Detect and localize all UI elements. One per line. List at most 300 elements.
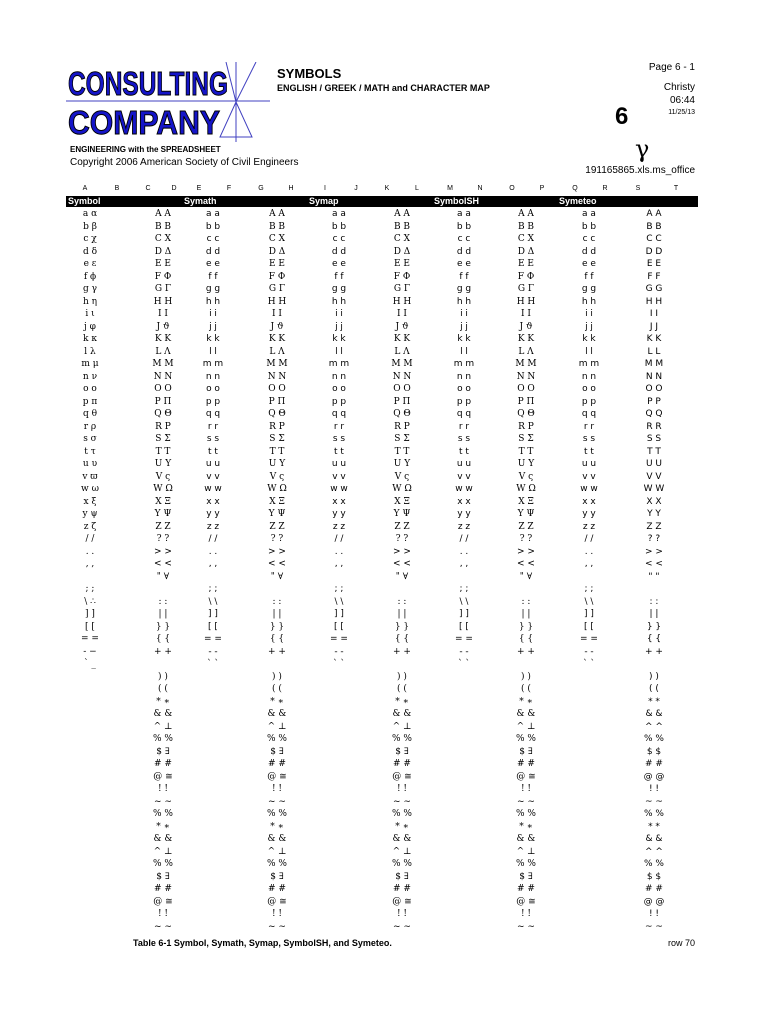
table-cell: = = [81, 634, 99, 644]
section-symath: Symath [184, 196, 217, 206]
table-cell: f f [459, 271, 469, 282]
section-symbol: Symbol [68, 196, 101, 206]
table-cell: : : [649, 596, 659, 607]
table-cell: s σ [83, 434, 97, 444]
table-cell: | | [649, 609, 659, 619]
table-cell: W W [643, 484, 665, 494]
table-cell: p π [82, 396, 98, 407]
table-cell: t t [208, 446, 218, 457]
table-cell: h h [205, 296, 221, 307]
chapter-number: 6 [615, 103, 629, 130]
table-cell: . . [208, 546, 218, 557]
table-cell: k k [582, 334, 596, 344]
table-cell: , , [334, 559, 344, 569]
table-cell: e e [332, 259, 346, 269]
table-cell: ] ] [208, 609, 218, 619]
table-cell: L Λ [518, 346, 534, 357]
table-cell: J ϑ [395, 321, 409, 332]
table-cell: ; ; [459, 584, 469, 594]
table-cell: Y Y [647, 509, 661, 519]
table-cell: @ ≅ [516, 896, 536, 907]
table-cell: W Ω [392, 484, 412, 494]
table-cell: n n [581, 371, 597, 382]
table-cell: M Μ [515, 359, 537, 369]
table-cell: W Ω [267, 484, 287, 494]
table-cell: & & [267, 709, 287, 719]
table-cell: B B [154, 221, 172, 232]
table-cell: $ ∃ [519, 746, 533, 757]
table-cell: q q [205, 409, 221, 419]
column-letter: F [226, 185, 232, 192]
column-letter: D [171, 185, 177, 192]
table-cell: = = [580, 634, 598, 644]
table-cell: < < [154, 559, 172, 569]
table-cell: w w [204, 484, 222, 494]
section-symeteo: Symeteo [559, 196, 597, 206]
filename: 191165865.xls.ms_office [585, 165, 695, 176]
table-cell: [ [ [334, 621, 344, 632]
table-cell: i i [585, 309, 593, 319]
table-cell: ) ) [158, 671, 168, 682]
table-cell: Y Ψ [517, 509, 535, 519]
table-cell: U Υ [154, 459, 172, 469]
table-cell: d δ [82, 246, 98, 257]
table-cell: @ ≅ [267, 896, 287, 907]
table-cell: @ ≅ [392, 896, 412, 907]
table-cell: - - [459, 646, 469, 657]
table-cell: x x [332, 496, 346, 507]
table-cell: ~ ∼ [154, 796, 172, 807]
table-cell: L Λ [155, 346, 171, 357]
logo-line2: COMPANY [68, 104, 220, 141]
table-cell: T T [647, 446, 661, 457]
table-cell: * ∗ [519, 821, 533, 832]
table-cell: T Τ [518, 446, 534, 457]
table-cell: } } [155, 621, 171, 632]
table-cell: % % [516, 809, 536, 819]
table-cell: ^ ^ [645, 721, 663, 732]
table-cell: ` ` [583, 659, 595, 669]
table-cell: # # [268, 884, 286, 894]
table-cell: . . [459, 546, 469, 557]
table-cell: ! ! [271, 784, 283, 794]
copyright: Copyright 2006 American Society of Civil Engineers [70, 157, 299, 168]
table-cell: > > [517, 546, 535, 557]
table-cell: b β [83, 221, 97, 232]
table-cell: i i [460, 309, 468, 319]
table-cell: : : [158, 596, 168, 607]
table-cell: z z [206, 521, 220, 532]
table-cell: % % [644, 859, 664, 869]
table-cell: , , [459, 559, 469, 569]
table-cell: % % [392, 809, 412, 819]
table-cell: o o [332, 384, 346, 394]
table-cell: l l [460, 346, 468, 357]
table-cell: w ω [81, 484, 99, 494]
table-cell: \ \ [459, 596, 469, 607]
table-cell: ~ ~ [645, 796, 663, 807]
table-cell: w w [455, 484, 473, 494]
table-cell: * ∗ [395, 696, 409, 707]
table-cell: g g [581, 284, 597, 294]
table-cell: % % [267, 734, 287, 744]
table-cell: o o [582, 384, 596, 394]
table-cell: F F [647, 271, 661, 282]
table-cell: R Ρ [518, 421, 534, 432]
table-cell: = = [455, 634, 473, 644]
table-cell: X Ξ [269, 496, 285, 507]
table-cell: E Ε [393, 259, 411, 269]
table-cell: \ \ [584, 596, 594, 607]
table-cell: } } [269, 621, 285, 632]
table-cell: " ∀ [519, 571, 533, 582]
table-cell: ` ` [207, 659, 219, 669]
table-cell: n ν [82, 371, 98, 382]
table-cell: $ ∃ [395, 746, 409, 757]
table-cell: a a [457, 209, 471, 219]
table-cell: n n [456, 371, 472, 382]
table-cell: q θ [82, 409, 98, 419]
table-cell: n n [331, 371, 347, 382]
table-cell: G Γ [268, 284, 286, 294]
table-cell: V V [646, 471, 662, 482]
table-cell: B B [646, 221, 662, 232]
column-letter: C [145, 185, 151, 192]
table-cell: / / [208, 534, 218, 544]
table-cell: ; ; [208, 584, 218, 594]
table-cell: N Ν [516, 371, 536, 382]
table-cell: x ξ [83, 496, 97, 507]
table-cell: Y Ψ [268, 509, 286, 519]
table-cell: G Γ [154, 284, 172, 294]
table-cell: Y Ψ [154, 509, 172, 519]
table-cell: A A [646, 209, 662, 219]
table-cell: s s [206, 434, 220, 444]
table-cell: & & [516, 834, 536, 844]
table-cell: u u [456, 459, 472, 469]
table-cell: p p [581, 396, 597, 407]
table-cell: V ς [269, 471, 285, 482]
table-cell: d d [456, 246, 472, 257]
table-cell: ` ` [333, 659, 345, 669]
table-cell: Z Ζ [518, 521, 534, 532]
table-cell: X Ξ [518, 496, 534, 507]
table-cell: $ ∃ [270, 746, 284, 757]
table-cell: K Κ [517, 334, 535, 344]
table-cell: f f [334, 271, 344, 282]
table-cell: e e [582, 259, 596, 269]
table-cell: I I [649, 309, 659, 319]
author: Christy [663, 82, 695, 93]
table-cell: r r [458, 421, 470, 432]
table-cell: \ \ [208, 596, 218, 607]
table-cell: . . [85, 546, 95, 557]
table-cell: { { [155, 634, 171, 644]
table-cell: z z [457, 521, 471, 532]
table-cell: ? ? [156, 534, 170, 544]
table-cell: [ [ [584, 621, 594, 632]
table-cell: [ [ [208, 621, 218, 632]
table-cell: $ ∃ [270, 871, 284, 882]
table-cell: m m [578, 359, 600, 369]
table-cell: A A [269, 209, 285, 219]
table-cell: @ ≅ [153, 896, 173, 907]
table-cell: f ϕ [83, 271, 97, 282]
table-cell: F Φ [154, 271, 172, 282]
table-cell: Z Ζ [155, 521, 171, 532]
table-cell: " " [648, 571, 660, 582]
table-cell: ) ) [272, 671, 282, 682]
table-cell: b b [205, 221, 221, 232]
table-cell: > > [154, 546, 172, 557]
table-cell: - - [584, 646, 594, 657]
table-cell: ? ? [647, 534, 661, 544]
table-cell: x x [206, 496, 220, 507]
table-cell: ] ] [459, 609, 469, 619]
column-letters [0, 185, 768, 195]
table-cell: d d [581, 246, 597, 257]
table-cell: R Ρ [394, 421, 410, 432]
table-cell: r r [207, 421, 219, 432]
table-cell: { { [518, 634, 534, 644]
table-cell: * ∗ [156, 696, 170, 707]
table-cell: ~ ~ [645, 921, 663, 932]
table-cell: S Σ [518, 434, 534, 444]
table-cell: | | [158, 609, 168, 619]
table-cell: @ ≅ [392, 771, 412, 782]
table-cell: # # [393, 884, 411, 894]
table-cell: y y [332, 509, 346, 519]
table-cell: R R [646, 421, 662, 432]
table-cell: H Η [392, 296, 412, 307]
table-cell: % % [644, 809, 664, 819]
table-cell: , , [85, 559, 95, 569]
table-cell: K Κ [393, 334, 411, 344]
table-cell: ! ! [157, 784, 169, 794]
table-cell: > > [645, 546, 663, 557]
table-cell: K Κ [268, 334, 286, 344]
table-cell: g g [331, 284, 347, 294]
table-cell: $ $ [646, 746, 662, 757]
table-cell: h h [331, 296, 347, 307]
table-cell: : : [521, 596, 531, 607]
column-letter: R [602, 185, 608, 192]
table-cell: q q [581, 409, 597, 419]
table-cell: i ι [85, 309, 95, 319]
page-subtitle: ENGLISH / GREEK / MATH and CHARACTER MAP [277, 83, 490, 93]
table-cell: R Ρ [269, 421, 285, 432]
table-cell: T Τ [155, 446, 171, 457]
column-letter: O [509, 185, 515, 192]
column-letter: J [354, 185, 358, 192]
table-cell: D Δ [393, 246, 411, 257]
table-cell: & & [392, 709, 412, 719]
table-cell: W Ω [516, 484, 536, 494]
row-label: row 70 [667, 938, 695, 948]
table-cell: j j [209, 321, 217, 332]
table-cell: & & [645, 834, 663, 844]
table-cell: T Τ [394, 446, 410, 457]
table-cell: - − [83, 646, 97, 657]
table-cell: v v [332, 471, 346, 482]
table-cell: & & [392, 834, 412, 844]
chapter-symbol: γ [635, 135, 650, 163]
table-cell: g g [456, 284, 472, 294]
table-cell: D Δ [154, 246, 172, 257]
table-cell: G G [645, 284, 663, 294]
table-cell: < < [645, 559, 663, 569]
table-cell: > > [268, 546, 286, 557]
table-cell: x x [457, 496, 471, 507]
table-cell: O Ο [154, 384, 172, 394]
table-cell: [ [ [85, 621, 95, 632]
table-cell: / / [584, 534, 594, 544]
table-cell: } } [518, 621, 534, 632]
table-cell: ( ( [272, 684, 282, 694]
table-cell: X Ξ [155, 496, 171, 507]
table-cell: ) ) [649, 671, 659, 682]
table-cell: ! ! [271, 909, 283, 919]
column-letter: A [82, 185, 88, 192]
table-cell: y y [582, 509, 596, 519]
table-cell: u u [581, 459, 597, 469]
table-cell: \ ∴ [84, 596, 96, 607]
table-cell: ; ; [334, 584, 344, 594]
table-cell: ! ! [396, 909, 408, 919]
section-symap: Symap [309, 196, 339, 206]
table-cell: < < [268, 559, 286, 569]
table-cell: F Φ [268, 271, 286, 282]
table-cell: j j [460, 321, 468, 332]
table-cell: C Χ [517, 234, 535, 244]
table-cell: r ρ [83, 421, 97, 432]
table-cell: U U [645, 459, 663, 469]
table-cell: @ @ [643, 771, 665, 782]
table-cell: : : [397, 596, 407, 607]
table-cell: X X [646, 496, 662, 507]
table-cell: b b [456, 221, 472, 232]
table-cell: J ϑ [270, 321, 284, 332]
table-cell: ] ] [584, 609, 594, 619]
table-cell: I Ι [521, 309, 531, 319]
table-cell: m m [453, 359, 475, 369]
table-cell: * * [648, 696, 660, 707]
table-cell: & & [516, 709, 536, 719]
table-cell: v v [457, 471, 471, 482]
table-cell: P Π [393, 396, 411, 407]
table-cell: g γ [82, 284, 98, 294]
table-cell: o ο [83, 384, 97, 394]
table-cell: ~ ∼ [268, 796, 286, 807]
table-cell: ~ ∼ [393, 921, 411, 932]
table-cell: S Σ [155, 434, 171, 444]
table-cell: ! ! [520, 909, 532, 919]
table-cell: s s [457, 434, 471, 444]
table-cell: & & [153, 709, 173, 719]
company-logo [66, 62, 270, 142]
table-cell: ! ! [648, 909, 660, 919]
table-cell: z z [332, 521, 346, 532]
table-cell: f f [208, 271, 218, 282]
table-cell: V ς [155, 471, 171, 482]
table-cell: P P [647, 396, 661, 407]
table-cell: : : [272, 596, 282, 607]
table-cell: ~ ∼ [517, 796, 535, 807]
column-letter: P [539, 185, 545, 192]
table-cell: A A [155, 209, 171, 219]
table-cell: D Δ [517, 246, 535, 257]
table-cell: ; ; [584, 584, 594, 594]
column-letter: B [114, 185, 120, 192]
section-symbolsh: SymbolSH [434, 196, 480, 206]
table-cell: { { [269, 634, 285, 644]
table-cell: m μ [81, 359, 99, 369]
table-cell: C C [646, 234, 662, 244]
table-cell: - - [208, 646, 218, 657]
table-cell: P Π [268, 396, 286, 407]
table-cell: j j [335, 321, 343, 332]
table-cell: y ψ [82, 509, 98, 519]
table-cell: d d [205, 246, 221, 257]
table-cell: y y [457, 509, 471, 519]
table-cell: c c [206, 234, 220, 244]
table-cell: \ \ [334, 596, 344, 607]
table-cell: ` ` [458, 659, 470, 669]
table-cell: N Ν [267, 371, 287, 382]
table-cell: a a [332, 209, 346, 219]
table-cell: @ @ [643, 896, 665, 907]
table-cell: # # [517, 884, 535, 894]
column-letter: Q [572, 185, 578, 192]
table-cell: g g [205, 284, 221, 294]
table-cell: E Ε [268, 259, 286, 269]
table-cell: z ζ [83, 521, 97, 532]
table-cell: V ς [394, 471, 410, 482]
table-cell: $ ∃ [156, 871, 170, 882]
table-cell: K Κ [154, 334, 172, 344]
table-cell: - - [334, 646, 344, 657]
table-caption: Table 6-1 Symbol, Symath, Symap, SymbolSH, and Symeteo. [133, 938, 392, 948]
table-cell: H Η [267, 296, 287, 307]
table-cell: l λ [84, 346, 96, 357]
table-cell: $ ∃ [395, 871, 409, 882]
character-map-table [0, 208, 768, 938]
table-cell: | | [397, 609, 407, 619]
column-letter: E [196, 185, 202, 192]
table-cell: N Ν [153, 371, 173, 382]
table-cell: @ ≅ [153, 771, 173, 782]
table-cell: q q [456, 409, 472, 419]
table-cell: % % [392, 734, 412, 744]
table-cell: * ∗ [519, 696, 533, 707]
table-cell: = = [204, 634, 222, 644]
table-cell: Z Ζ [269, 521, 285, 532]
table-cell: w w [580, 484, 598, 494]
table-cell: Z Z [646, 521, 662, 532]
table-cell: H Η [516, 296, 536, 307]
table-cell: i i [335, 309, 343, 319]
table-cell: f f [584, 271, 594, 282]
table-cell: * ∗ [270, 821, 284, 832]
table-cell: ? ? [270, 534, 284, 544]
table-cell: h h [456, 296, 472, 307]
table-cell: b b [581, 221, 597, 232]
table-cell: C Χ [154, 234, 172, 244]
table-cell: u u [331, 459, 347, 469]
table-cell: Z Ζ [394, 521, 410, 532]
table-cell: Q Q [645, 409, 663, 419]
table-cell: ^ ⊥ [153, 846, 173, 857]
